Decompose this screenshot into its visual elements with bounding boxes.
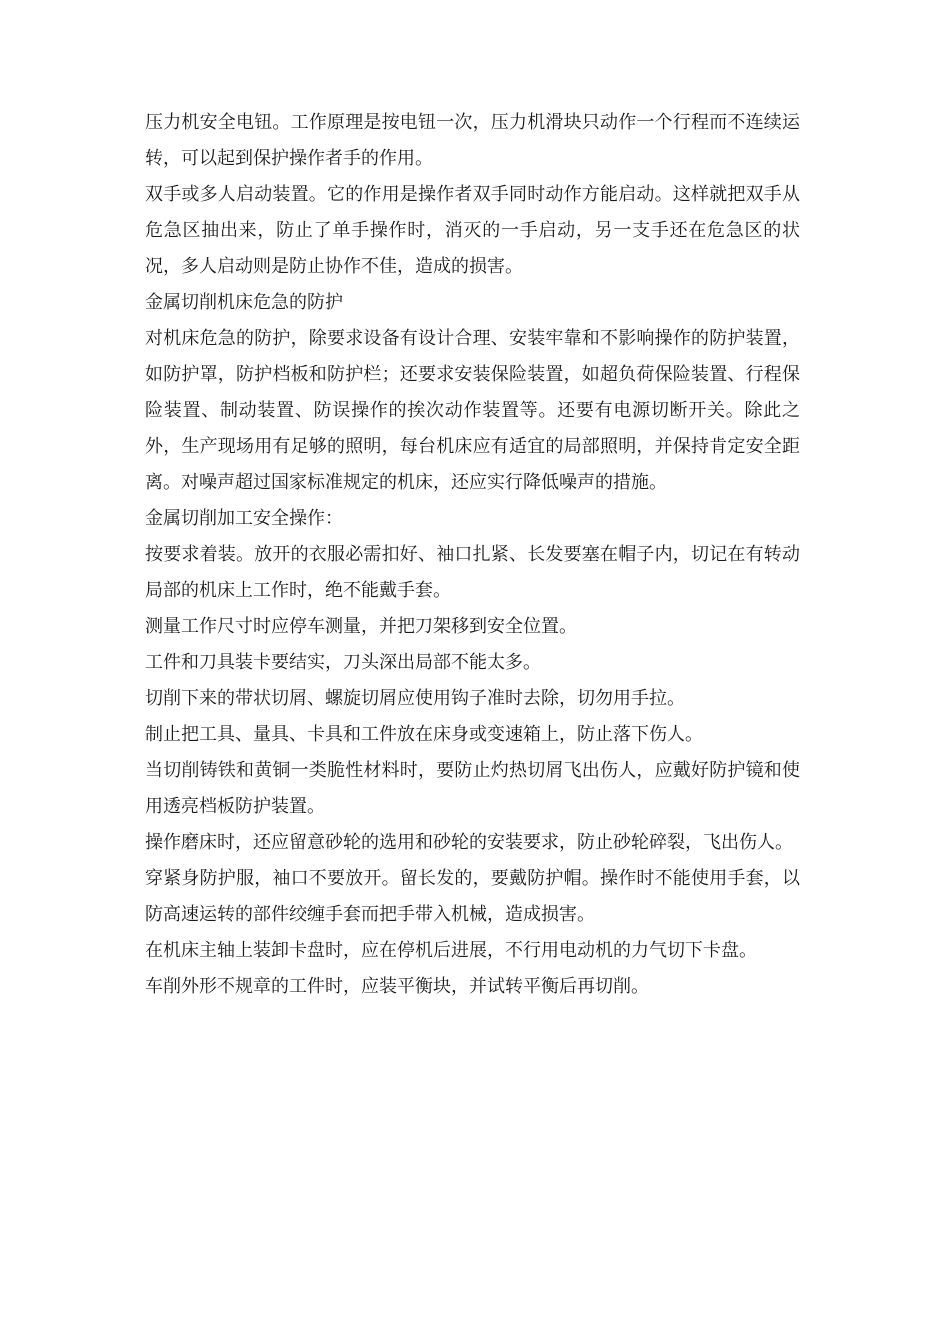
paragraph-brittle-materials: 当切削铸铁和黄铜一类脆性材料时，要防止灼热切屑飞出伤人，应戴好防护镜和使用透亮档板防护装置。 — [145, 760, 800, 817]
paragraph-chuck-change: 在机床主轴上装卸卡盘时，应在停机后进展，不行用电动机的力气切下卡盘。 — [145, 940, 757, 961]
paragraph-protective-clothing: 穿紧身防护服，袖口不要放开。留长发的，要戴防护帽。操作时不能使用手套，以防高速运转的部件绞缠手套而把手带入机械，造成损害。 — [145, 868, 800, 925]
paragraph-machine-protection: 对机床危急的防护，除要求设备有设计合理、安装牢靠和不影响操作的防护装置，如防护罩，防护档板和防护栏；还要求安装保险装置，如超负荷保险装置、行程保险装置、制动装置、防误操作的挨次动作装置等。还要有电源切断开关。除此之外，生产现场用有足够的照明，每台机床应有适宜的局部照明，并保持肯定安全距离。对噪声超过国家标准规定的机床，还应实行降低噪声的措施。 — [145, 328, 800, 493]
paragraph-irregular-workpiece: 车削外形不规章的工件时，应装平衡块，并试转平衡后再切削。 — [145, 976, 649, 997]
section-heading-machine-hazard-protection: 金属切削机床危急的防护 — [145, 292, 343, 313]
paragraph-chip-removal: 切削下来的带状切屑、螺旋切屑应使用钩子准时去除，切勿用手拉。 — [145, 688, 685, 709]
paragraph-dress-code: 按要求着装。放开的衣服必需扣好、袖口扎紧、长发要塞在帽子内，切记在有转动局部的机床上工作时，绝不能戴手套。 — [145, 544, 800, 601]
paragraph-two-hand-start: 双手或多人启动装置。它的作用是操作者双手同时动作方能启动。这样就把双手从危急区抽出来，防止了单手操作时，消灭的一手启动，另一支手还在危急区的状况，多人启动则是防止协作不佳，造成的损害。 — [145, 184, 800, 277]
document-body — [145, 105, 800, 1005]
paragraph-tool-placement: 制止把工具、量具、卡具和工件放在床身或变速箱上，防止落下伤人。 — [145, 724, 703, 745]
paragraph-measurement: 测量工作尺寸时应停车测量，并把刀架移到安全位置。 — [145, 616, 577, 637]
section-heading-safe-operation: 金属切削加工安全操作： — [145, 508, 343, 529]
paragraph-clamping: 工件和刀具装卡要结实，刀头深出局部不能太多。 — [145, 652, 541, 673]
paragraph-grinder: 操作磨床时，还应留意砂轮的选用和砂轮的安装要求，防止砂轮碎裂，飞出伤人。 — [145, 832, 793, 853]
paragraph-press-safety-button: 压力机安全电钮。工作原理是按电钮一次，压力机滑块只动作一个行程而不连续运转，可以起到保护操作者手的作用。 — [145, 112, 800, 169]
